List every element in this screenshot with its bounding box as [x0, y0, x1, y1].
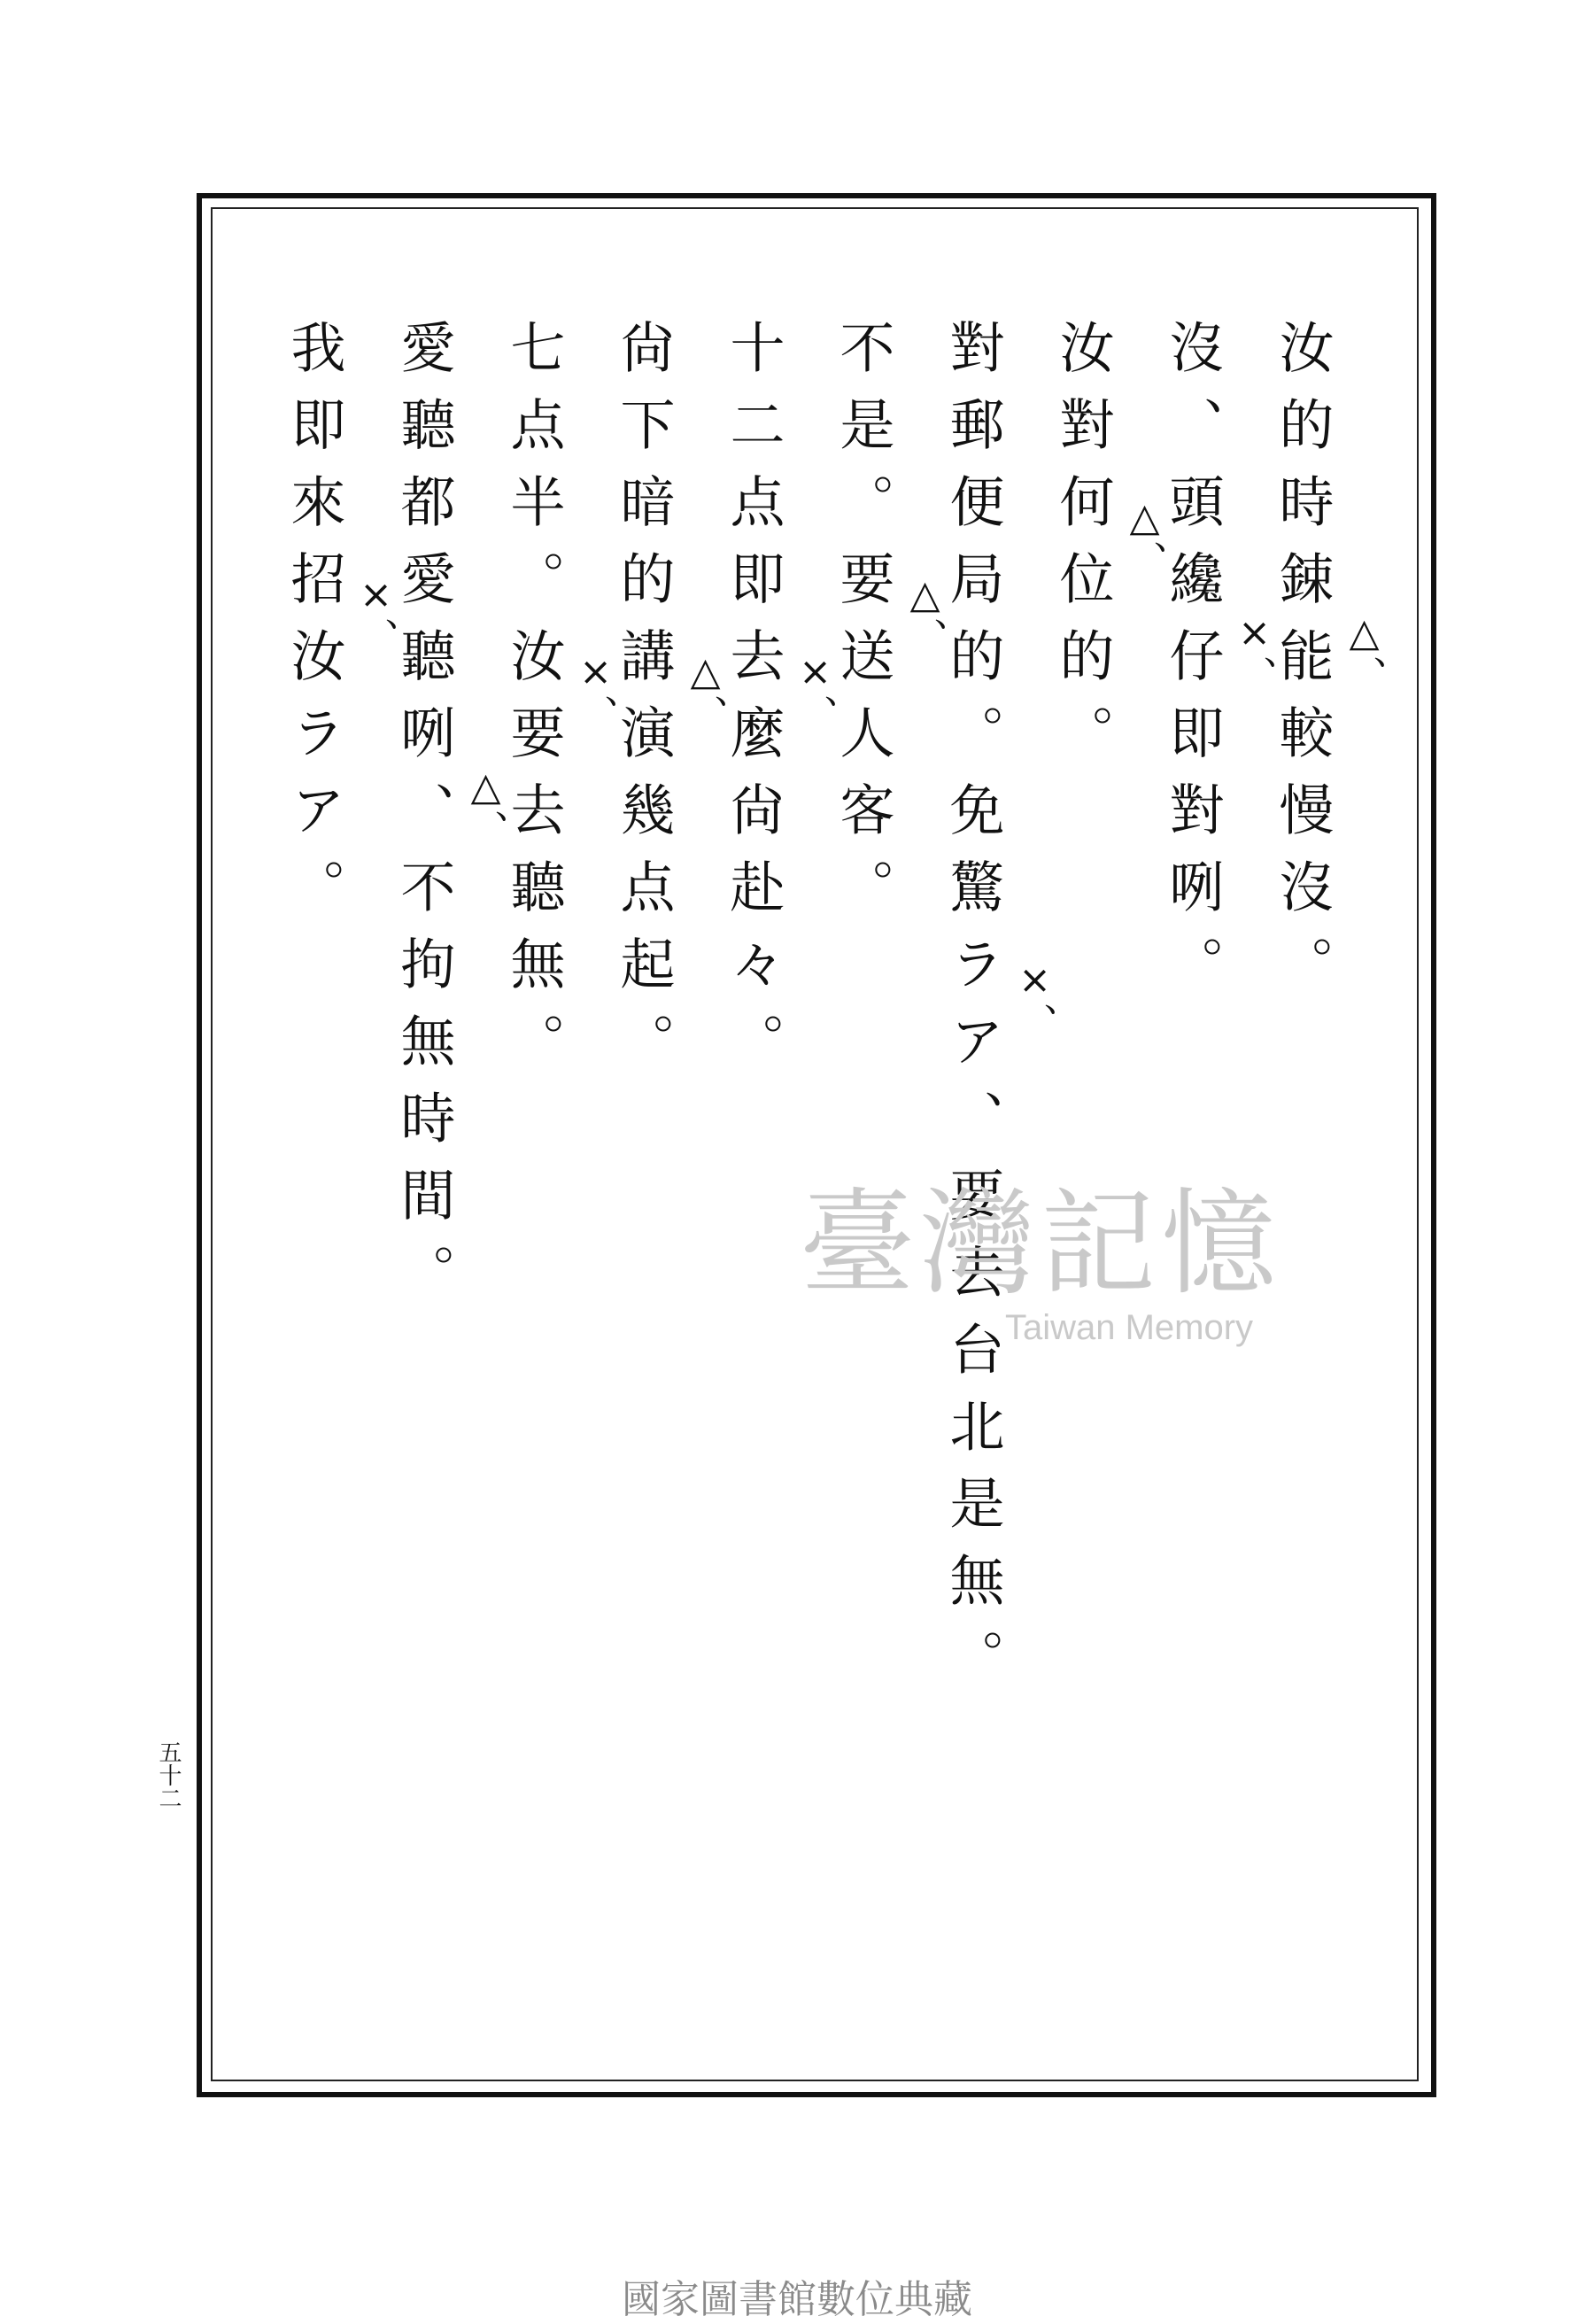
column-text: 尙下暗的講演幾点起。 — [611, 319, 676, 1089]
text-column — [278, 292, 402, 935]
column-text: 十二点即去麼尙赴々。 — [721, 319, 785, 1089]
column-marker: △、 — [683, 648, 728, 733]
column-text: 汝的時鋉能較慢沒。 — [1270, 319, 1335, 1012]
column-marker: △、 — [902, 571, 948, 656]
column-marker: △、 — [1122, 494, 1167, 579]
watermark-subtitle: Taiwan Memory — [1004, 1308, 1254, 1347]
column-marker: ×、 — [1232, 610, 1277, 694]
text-column — [1047, 292, 1171, 781]
text-column — [717, 292, 841, 1089]
column-marker: ×、 — [793, 648, 838, 733]
column-marker: ×、 — [573, 648, 618, 733]
column-marker: △、 — [1342, 610, 1387, 694]
column-marker: △、 — [463, 764, 508, 848]
column-marker: ×、 — [1012, 957, 1057, 1042]
text-column — [827, 292, 951, 935]
text-column — [498, 292, 622, 1089]
column-text: 對郵便局的。免驚ラア、要去台北是無。 — [940, 319, 1005, 1706]
column-text: 我即來招汝ラア。 — [282, 319, 346, 935]
text-column — [388, 292, 512, 1321]
watermark-title: 臺灣記憶 — [799, 1176, 1281, 1311]
column-text: 七点半。汝要去聽無。 — [501, 319, 566, 1089]
column-text: 愛聽都愛聽咧、不拘無時間。 — [391, 319, 456, 1321]
page-number: 五十二 — [155, 1740, 182, 1809]
column-marker: ×、 — [353, 571, 398, 656]
text-column — [937, 292, 1061, 1706]
text-column — [607, 292, 731, 1089]
watermark — [793, 1151, 1288, 1348]
footer-credit: 國家圖書館數位典藏 — [622, 2277, 972, 2322]
column-text: 汝對何位的。 — [1050, 319, 1115, 781]
column-text: 沒、頭纔仔即對咧。 — [1160, 319, 1225, 1012]
column-text: 不是。要送人客。 — [831, 319, 895, 935]
text-column — [1157, 292, 1281, 1012]
text-column — [1266, 292, 1390, 1012]
